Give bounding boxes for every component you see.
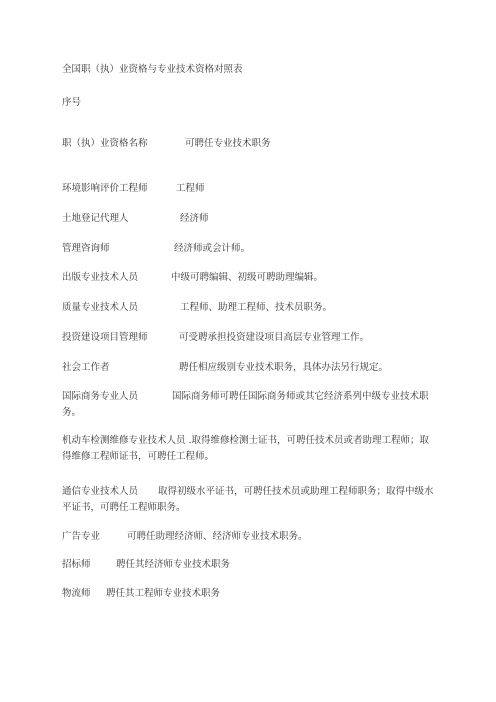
table-row <box>62 331 370 345</box>
table-row-wrapped <box>62 484 437 516</box>
row-duty: 工程师、助理工程师、技术员职务。 <box>180 302 333 313</box>
header-col-name: 职（执）业资格名称 <box>62 138 148 149</box>
row-duty: 聘任其工程师专业技术职务 <box>106 588 221 599</box>
row-name: 土地登记代理人 <box>62 213 129 224</box>
row-duty: .取得维修检测士证书，可聘任技术员或者助理工程师；取得维修工程师证书，可聘任工程师。 <box>62 435 430 462</box>
row-duty: 取得初级水平证书，可聘任技术员或助理工程师职务；取得中级水平证书，可聘任工程师职务。 <box>62 486 434 513</box>
table-row <box>62 301 333 315</box>
document-title: 全国职（执）业资格与专业技术资格对照表 <box>62 64 243 75</box>
table-row <box>62 242 251 256</box>
row-duty: 聘任其经济师专业技术职务 <box>116 559 231 570</box>
row-duty: 经济师或会计师。 <box>174 243 251 254</box>
table-row <box>62 530 308 544</box>
row-name: 招标师 <box>62 559 91 570</box>
row-duty: 可聘任助理经济师、经济师专业技术职务。 <box>127 531 308 542</box>
table-row <box>62 558 231 572</box>
row-name: 管理咨询师 <box>62 243 110 254</box>
row-name: 环境影响评价工程师 <box>62 183 148 194</box>
row-name: 国际商务专业人员 <box>62 391 139 402</box>
row-duty: 聘任相应级别专业技术职务，具体办法另行规定。 <box>179 362 389 373</box>
row-name: 出版专业技术人员 <box>62 272 139 283</box>
row-name: 广告专业 <box>62 531 101 542</box>
header-col-duty: 可聘任专业技术职务 <box>185 138 271 149</box>
row-duty: 国际商务师可聘任国际商务师或其它经济系列中级专业技术职务。 <box>62 391 429 418</box>
row-duty: 可受聘承担投资建设项目高层专业管理工作。 <box>179 332 370 343</box>
row-name: 投资建设项目管理师 <box>62 332 148 343</box>
table-row <box>62 182 205 196</box>
row-duty: 工程师 <box>176 183 205 194</box>
row-name: 机动车检测维修专业技术人员 <box>62 435 186 446</box>
row-duty: 经济师 <box>180 213 209 224</box>
table-row <box>62 361 389 375</box>
table-row <box>62 212 209 226</box>
row-name: 物流师 <box>62 588 91 599</box>
row-name: 通信专业技术人员 <box>62 486 139 497</box>
table-row-wrapped <box>62 389 437 421</box>
row-duty: 中级可聘编辑、初级可聘助理编辑。 <box>171 272 324 283</box>
table-row <box>62 587 221 601</box>
row-name: 社会工作者 <box>62 362 110 373</box>
table-row <box>62 271 324 285</box>
seq-label: 序号 <box>62 97 82 108</box>
table-row-wrapped <box>62 433 437 465</box>
table-header <box>62 137 271 151</box>
row-name: 质量专业技术人员 <box>62 302 139 313</box>
